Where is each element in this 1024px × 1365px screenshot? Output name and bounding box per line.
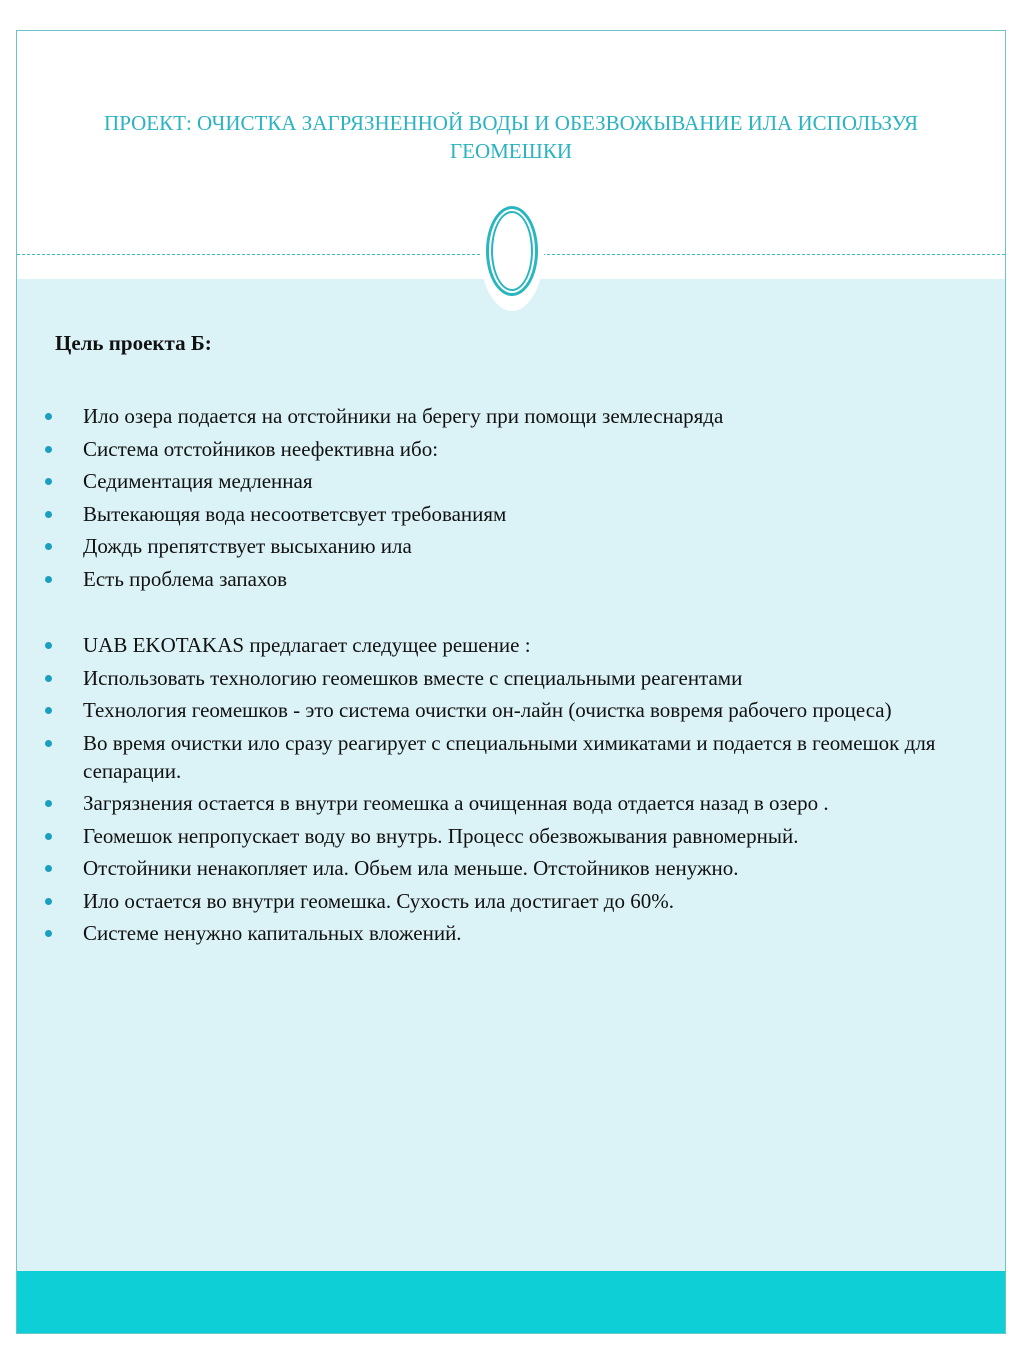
- bullet-icon: [45, 446, 52, 453]
- list-item-text: Дождь препятствует высыханию ила: [83, 534, 412, 558]
- project-goal-heading: Цель проекта Б:: [55, 331, 212, 355]
- list-item: [17, 919, 977, 947]
- list-item-text: Система отстойников неефективна ибо:: [83, 436, 439, 461]
- list-item-text: Есть проблема запахов: [83, 566, 288, 591]
- slide: [16, 30, 1006, 1334]
- list-item: [17, 565, 977, 593]
- list-item: [17, 854, 977, 882]
- bullet-icon: [45, 576, 52, 583]
- list-item: [17, 467, 977, 495]
- list-item: [17, 887, 977, 915]
- bullet-icon: [45, 898, 52, 905]
- bullet-icon: [45, 543, 52, 550]
- bullet-icon: [45, 413, 52, 420]
- list-item: [17, 822, 977, 850]
- bullet-icon: [45, 740, 52, 747]
- list-item: [17, 631, 977, 659]
- list-item: [17, 402, 977, 430]
- list-item-text: Загрязнения остается в внутри геомешка а очищенная вода отдается назад в озеро .: [83, 791, 829, 815]
- list-item: [17, 789, 977, 817]
- bullet-icon: [45, 478, 52, 485]
- list-item-text: Ило остается во внутри геомешка. Сухость ила достигает до 60%.: [83, 888, 674, 913]
- list-item-text: Седиментация медленная: [83, 469, 313, 493]
- list-item-text: Системе ненужно капитальных вложений.: [83, 921, 462, 945]
- slide-title: ПРОЕКТ: ОЧИСТКА ЗАГРЯЗНЕННОЙ ВОДЫ И ОБЕЗВОЖЫВАНИЕ ИЛА ИСПОЛЬЗУЯ ГЕОМЕШКИ: [104, 111, 918, 163]
- list-item-text: Вытекающяя вода несоответсвует требованиям: [83, 501, 507, 526]
- bullet-icon: [45, 511, 52, 518]
- list-item-text: UAB EKOTAKAS предлагает следущее решение :: [83, 633, 531, 657]
- list-item: [17, 664, 977, 692]
- list-item: [17, 435, 977, 463]
- list-item-text: Геомешок непропускает воду во внутрь. Процесс обезвожывания равномерный.: [83, 823, 799, 848]
- bullet-icon: [45, 800, 52, 807]
- list-item: [17, 696, 977, 724]
- list-item-text: Использовать технологию геомешков вместе с специальными реагентами: [83, 665, 743, 690]
- list-item: [17, 532, 977, 560]
- footer-band: [17, 1271, 1005, 1334]
- list-item-text: Во время очистки ило сразу реагирует с специальными химикатами и подается в геомешок для сепарации.: [83, 730, 936, 783]
- list-item-text: Технология геомешков - это система очистки он-лайн (очистка вовремя рабочего процеса): [83, 698, 892, 722]
- list-item: [17, 500, 977, 528]
- list-item-text: Ило озера подается на отстойники на берегу при помощи землеснаряда: [83, 404, 724, 428]
- problem-list: [17, 402, 977, 597]
- solution-list: [17, 631, 977, 952]
- bullet-icon: [45, 707, 52, 714]
- bullet-icon: [45, 675, 52, 682]
- list-item-text: Отстойники ненакопляет ила. Обьем ила меньше. Отстойников ненужно.: [83, 856, 739, 880]
- bullet-icon: [45, 865, 52, 872]
- bullet-icon: [45, 930, 52, 937]
- bullet-icon: [45, 642, 52, 649]
- oval-ornament-inner: [491, 211, 533, 291]
- list-item: [17, 729, 977, 785]
- bullet-icon: [45, 833, 52, 840]
